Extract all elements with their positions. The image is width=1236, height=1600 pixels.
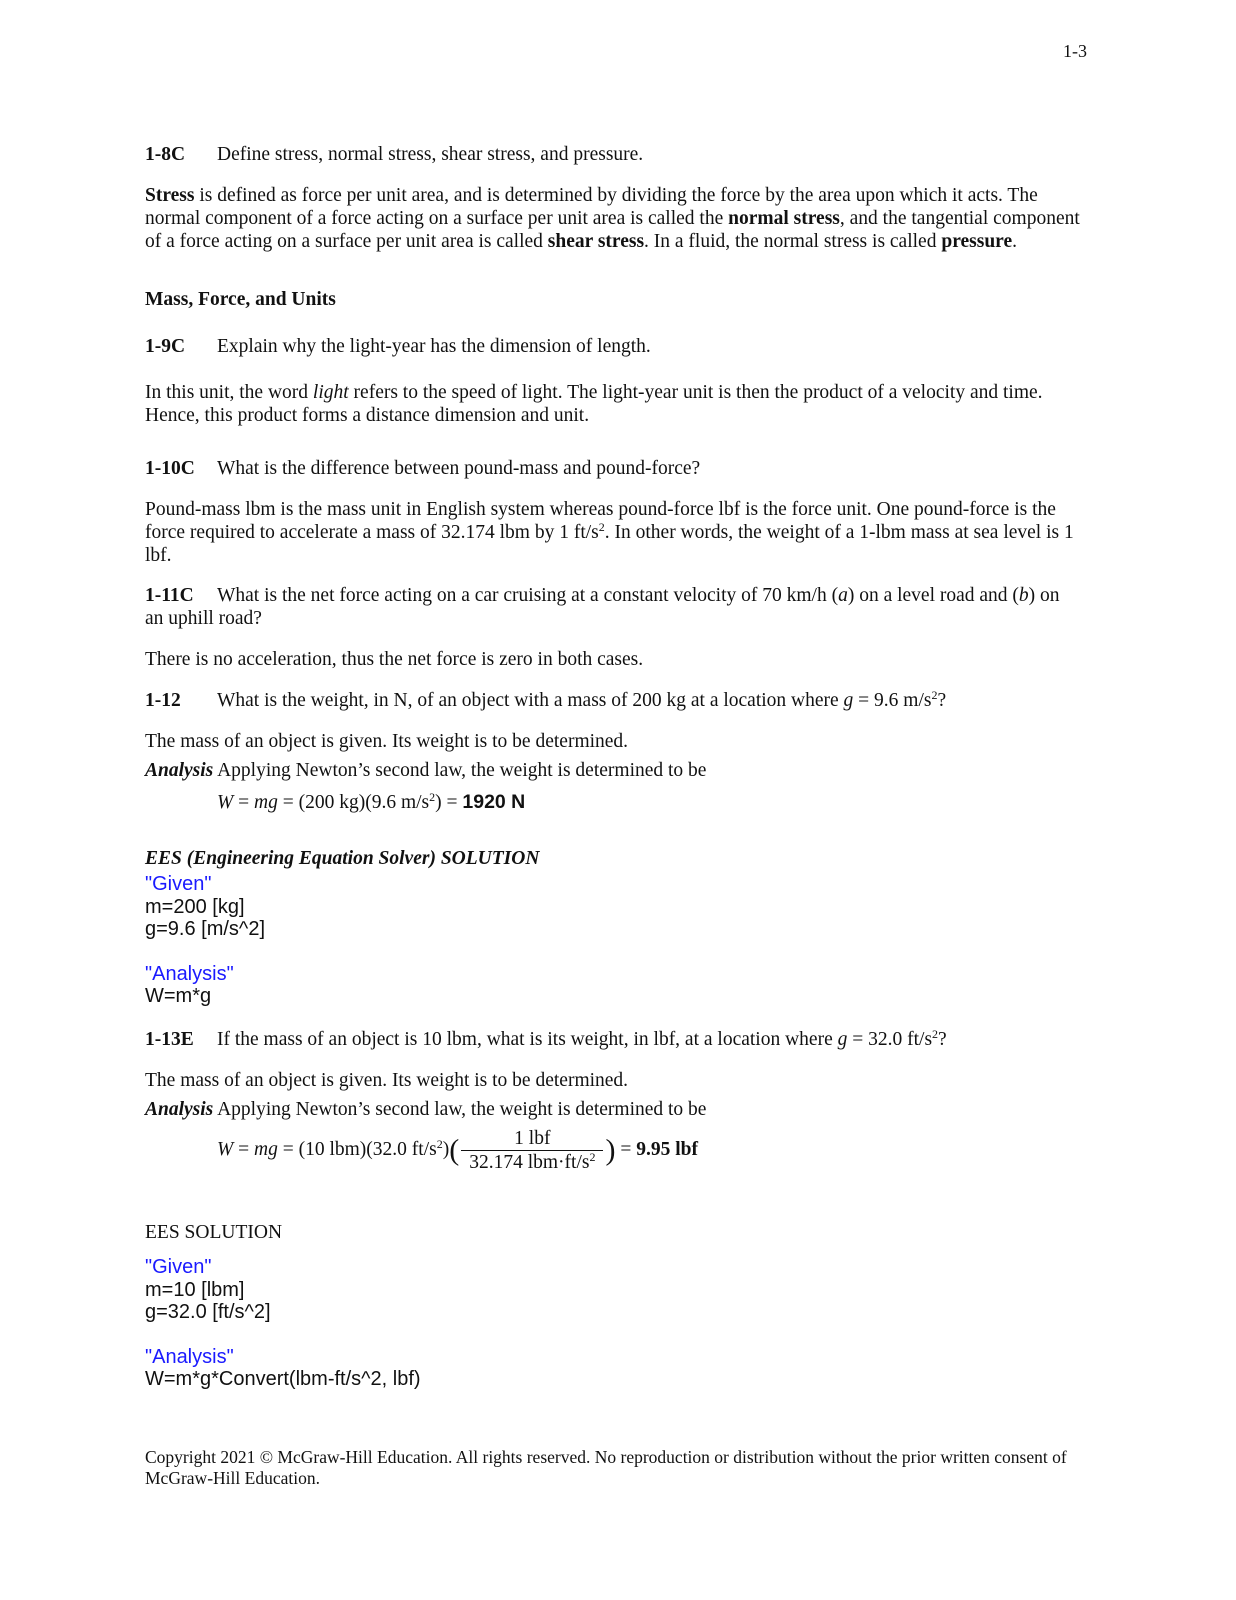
- question-text: = 32.0 ft/s: [847, 1029, 933, 1050]
- weight-equation: [217, 1127, 698, 1173]
- analysis-statement: [145, 1098, 706, 1121]
- eq-variable: W: [217, 792, 234, 813]
- term-light: light: [312, 382, 349, 403]
- answer-text: is defined as force per unit area, and is determined by dividing the force by the area upon which it acts. The normal component of a force acting on a surface per unit area is called the: [145, 185, 1038, 229]
- question-text: What is the weight, in N, of an object with a mass of 200 kg at a location where: [217, 690, 844, 711]
- question-text: Define stress, normal stress, shear stress, and pressure.: [217, 144, 644, 165]
- eq-result: 9.95 lbf: [636, 1139, 698, 1160]
- eq-body: (200 kg)(9.6 m/s: [298, 792, 430, 813]
- answer-1-10c: [145, 498, 1080, 567]
- ees-code-block: [145, 1256, 421, 1391]
- ees-line: W=m*g*Convert(lbm-ft/s^2, lbf): [145, 1368, 421, 1390]
- term-shear-stress: shear stress: [547, 231, 645, 252]
- term-normal-stress: normal stress: [728, 208, 840, 229]
- ees-comment: "Given": [145, 1256, 212, 1278]
- superscript: 2: [429, 790, 436, 804]
- superscript: 2: [436, 1137, 443, 1151]
- variable-g: g: [837, 1029, 848, 1050]
- eq-body: ) =: [435, 792, 463, 813]
- denominator-text: 32.174 lbm·ft/s: [469, 1152, 590, 1174]
- eq-result: 1920 N: [462, 791, 526, 813]
- superscript: 2: [932, 1027, 939, 1041]
- right-paren: ): [605, 1133, 616, 1167]
- question-text: What is the net force acting on a car cruising at a constant velocity of 70 km/h (: [217, 585, 839, 606]
- given-statement: The mass of an object is given. Its weight is to be determined.: [145, 1070, 629, 1091]
- superscript: 2: [931, 688, 938, 702]
- question-1-11c: [145, 584, 1080, 630]
- analysis-label: Analysis: [145, 760, 214, 781]
- question-number: 1-13E: [145, 1029, 194, 1050]
- variable-g: g: [843, 690, 854, 711]
- answer-1-8c: [145, 184, 1080, 253]
- eq-variable: mg: [254, 1139, 278, 1160]
- part-a-label: a: [838, 585, 848, 606]
- ees-heading: EES SOLUTION: [145, 1222, 283, 1243]
- question-text: = 9.6 m/s: [853, 690, 932, 711]
- ees-comment: "Analysis": [145, 1345, 234, 1368]
- ees-code-block: [145, 873, 265, 1008]
- part-b-label: b: [1018, 585, 1029, 606]
- analysis-text: Applying Newton’s second law, the weight is determined to be: [213, 1099, 707, 1120]
- given-statement: The mass of an object is given. Its weight is to be determined.: [145, 731, 629, 752]
- eq-body: (10 lbm)(32.0 ft/s: [298, 1139, 437, 1160]
- answer-text: Pound-mass lbm is the mass unit in English system whereas pound-force lbf is the force unit. One pound-force is the force required to accelerate a mass of 32.174 lbm by 1 ft/s: [145, 499, 1056, 543]
- eq-sign: =: [277, 1139, 299, 1160]
- analysis-label: Analysis: [145, 1099, 214, 1120]
- answer-1-9c: [145, 381, 1080, 427]
- answer-text: . In a fluid, the normal stress is called: [644, 231, 942, 252]
- question-text: ) on an uphill road?: [145, 585, 1060, 629]
- question-text: ?: [937, 690, 947, 711]
- section-heading: Mass, Force, and Units: [145, 289, 336, 310]
- eq-variable: W: [217, 1139, 234, 1160]
- question-1-12: [145, 689, 946, 712]
- fraction-denominator: [461, 1151, 603, 1173]
- ees-line: m=10 [lbm]: [145, 1278, 245, 1301]
- ees-comment: "Given": [145, 873, 212, 895]
- question-text: If the mass of an object is 10 lbm, what is its weight, in lbf, at a location where: [217, 1029, 838, 1050]
- question-text: ) on a level road and (: [847, 585, 1019, 606]
- question-1-13e: [145, 1028, 947, 1051]
- ees-line: g=9.6 [m/s^2]: [145, 918, 265, 940]
- question-text: ?: [938, 1029, 947, 1050]
- analysis-text: Applying Newton’s second law, the weight is determined to be: [213, 760, 707, 781]
- answer-text: . In other words, the weight of a 1-lbm mass at sea level is 1 lbf.: [145, 522, 1074, 566]
- ees-line: m=200 [kg]: [145, 895, 245, 918]
- question-1-10c: [145, 457, 700, 480]
- conversion-fraction: [461, 1128, 603, 1173]
- eq-sign: =: [277, 792, 299, 813]
- weight-equation: [217, 791, 525, 814]
- eq-sign: =: [615, 1139, 637, 1160]
- term-pressure: pressure: [941, 231, 1013, 252]
- answer-text: .: [1012, 231, 1018, 252]
- ees-line: g=32.0 [ft/s^2]: [145, 1301, 271, 1323]
- question-number: 1-11C: [145, 585, 194, 606]
- question-1-8c: [145, 143, 643, 166]
- question-number: 1-9C: [145, 336, 186, 357]
- ees-line: W=m*g: [145, 985, 212, 1007]
- question-number: 1-10C: [145, 458, 195, 479]
- fraction-numerator: 1 lbf: [461, 1128, 603, 1151]
- copyright-footer: Copyright 2021 © McGraw-Hill Education. All rights reserved. No reproduction or distribution without the prior written consent of McGraw-Hill Education.: [145, 1447, 1067, 1488]
- ees-heading: EES (Engineering Equation Solver) SOLUTION: [145, 848, 540, 869]
- answer-1-11c: There is no acceleration, thus the net force is zero in both cases.: [145, 649, 644, 670]
- eq-sign: =: [233, 792, 254, 813]
- left-paren: (: [449, 1133, 460, 1167]
- question-text: Explain why the light-year has the dimension of length.: [217, 336, 651, 357]
- answer-text: refers to the speed of light. The light-year unit is then the product of a velocity and time. Hence, this product forms a distance dimension and unit.: [145, 382, 1043, 426]
- question-1-9c: [145, 335, 651, 358]
- question-text: What is the difference between pound-mass and pound-force?: [217, 458, 701, 479]
- superscript: 2: [598, 520, 605, 534]
- analysis-statement: [145, 759, 706, 782]
- answer-text: , and the tangential component of a force acting on a surface per unit area is called: [145, 208, 1080, 252]
- term-stress: Stress: [145, 185, 195, 206]
- page-number: 1-3: [1063, 41, 1087, 61]
- eq-body: ): [442, 1139, 450, 1160]
- question-number: 1-8C: [145, 144, 186, 165]
- question-number: 1-12: [145, 690, 181, 711]
- eq-variable: mg: [254, 792, 278, 813]
- answer-text: In this unit, the word: [145, 382, 313, 403]
- ees-comment: "Analysis": [145, 962, 234, 985]
- eq-sign: =: [233, 1139, 254, 1160]
- superscript: 2: [589, 1150, 596, 1165]
